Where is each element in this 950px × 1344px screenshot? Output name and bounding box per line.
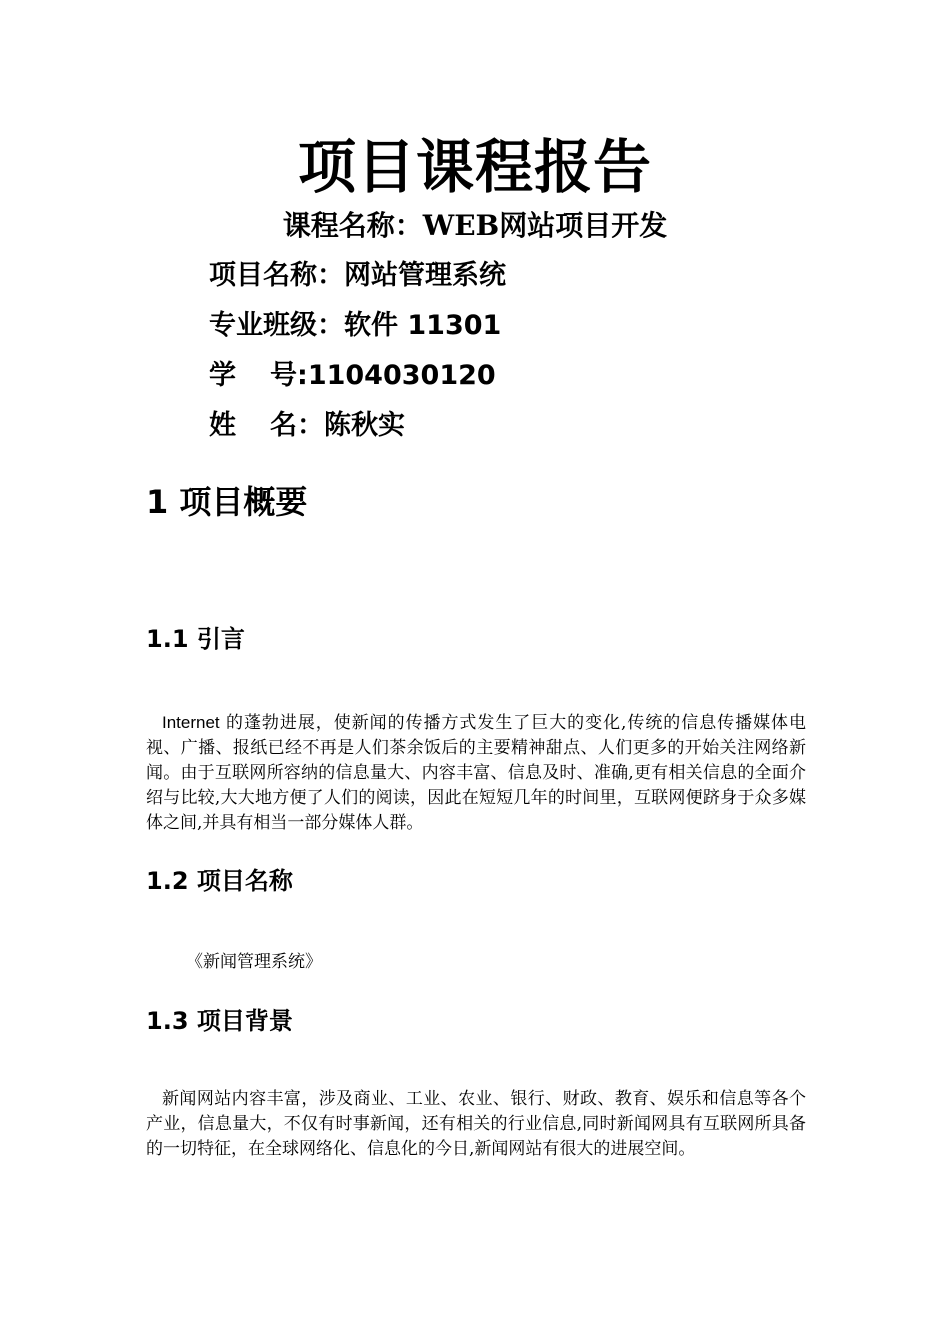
info-label: 专业班级： xyxy=(209,310,344,341)
section-1-3-heading: 1.3 项目背景 xyxy=(146,1007,293,1035)
course-name: 课程名称：WEB网站项目开发 xyxy=(282,209,668,242)
section-1-heading: 1 项目概要 xyxy=(146,483,308,521)
info-label xyxy=(209,356,297,396)
info-value: 1104030120 xyxy=(307,360,496,391)
info-label-part: 姓 xyxy=(209,410,236,441)
info-value: 陈秋实 xyxy=(324,410,405,441)
document-title: 项目课程报告 xyxy=(297,133,652,201)
info-label-part: 学 xyxy=(209,360,236,391)
info-separator: ： xyxy=(297,410,324,441)
section-1-1-text: 的蓬勃进展，使新闻的传播方式发生了巨大的变化,传统的信息传播媒体电视、广播、报纸已经不再是人们茶余饭后的主要精神甜点、人们更多的开始关注网络新闻。由于互联网所容纳的信息量大、内容丰富、信息及时、准确,更有相关信息的全面介绍与比较,大大地方便了人们的阅读，因此在短短几年的时间里，互联网便跻身于众多媒体之间,并具有相当一部分媒体人群。 xyxy=(146,713,806,833)
section-1-2-heading: 1.2 项目名称 xyxy=(146,867,293,895)
info-student-name xyxy=(209,406,405,446)
info-label: 项目名称： xyxy=(209,260,344,291)
info-label-part: 号 xyxy=(270,360,297,391)
info-value: 软件 11301 xyxy=(344,310,502,341)
info-class xyxy=(209,306,501,346)
info-student-id xyxy=(209,356,496,396)
section-1-1-heading: 1.1 引言 xyxy=(146,625,245,653)
section-1-2-body: 《新闻管理系统》 xyxy=(186,952,322,972)
info-label-part: 名 xyxy=(270,410,297,441)
info-label xyxy=(209,406,297,446)
info-separator: : xyxy=(297,360,308,391)
info-project-name xyxy=(209,256,506,296)
section-1-1-lead: Internet xyxy=(162,713,220,732)
section-1-1-body xyxy=(146,710,806,836)
section-1-3-body: 新闻网站内容丰富，涉及商业、工业、农业、银行、财政、教育、娱乐和信息等各个产业，信息量大，不仅有时事新闻，还有相关的行业信息,同时新闻网具有互联网所具备的一切特征，在全球网络化、信息化的今日,新闻网站有很大的进展空间。 xyxy=(146,1089,806,1159)
info-value: 网站管理系统 xyxy=(344,260,506,291)
